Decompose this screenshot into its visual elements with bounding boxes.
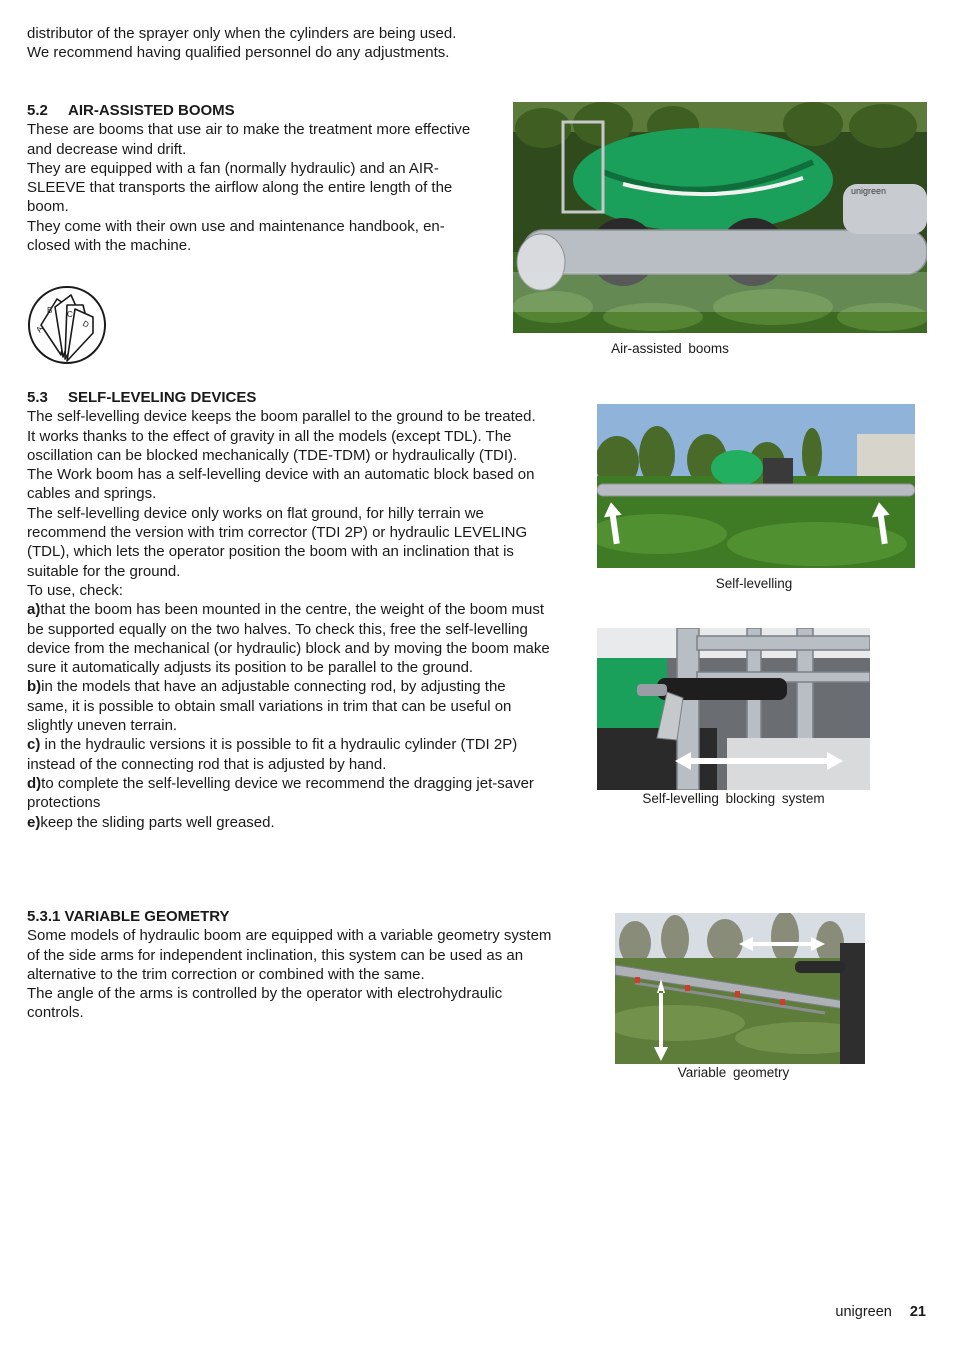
body-line: Some models of hydraulic boom are equipped with a variable geometry system [27, 927, 552, 945]
section-title: SELF-LEVELING DEVICES [68, 389, 257, 406]
body-line: These are booms that use air to make the treatment more effective [27, 121, 471, 139]
body-line: of the side arms for independent inclination, this system can be used as an [27, 946, 524, 964]
section-heading [27, 907, 587, 926]
self-levelling-photo [597, 404, 915, 568]
section-title: AIR-ASSISTED BOOMS [68, 102, 235, 119]
item-text: in the hydraulic versions it is possible to fit a hydraulic cylinder (TDI 2P) [40, 736, 518, 754]
page-footer [835, 1303, 926, 1322]
body-line: The self-levelling device only works on flat ground, for hilly terrain we [27, 504, 484, 522]
symbol-letter: C [67, 310, 73, 319]
body-line: boom. [27, 198, 69, 216]
body-line: SLEEVE that transports the airflow along the entire length of the [27, 179, 453, 197]
body-line: It works thanks to the effect of gravity in all the models (except TDL). The [27, 427, 512, 445]
body-line: cables and springs. [27, 485, 157, 503]
page-number: 21 [909, 1304, 926, 1320]
item-key: a) [27, 601, 41, 619]
symbol-letter: A [34, 324, 45, 335]
symbol-letter: D [81, 318, 91, 330]
section-heading [27, 388, 582, 407]
section-5-3-1 [27, 907, 587, 1023]
section-number: 5.3 [27, 389, 48, 406]
intro-line: We recommend having qualified personnel do any adjustments. [27, 44, 450, 62]
section-5-3 [27, 388, 582, 832]
footer-brand: unigreen [835, 1304, 892, 1320]
photo-brand: unigreen [851, 186, 887, 196]
variable-geometry-photo [615, 913, 865, 1064]
body-line: device from the mechanical (or hydraulic) block and by moving the boom make [27, 639, 550, 657]
section-number: 5.3.1 [27, 908, 61, 925]
body-line: The Work boom has a self-levelling device with an automatic block based on [27, 466, 535, 484]
check-item-c [27, 735, 582, 754]
item-text: keep the sliding parts well greased. [40, 813, 275, 831]
item-text: to complete the self-levelling device we recommend the dragging jet-saver [41, 774, 534, 792]
body-line: recommend the version with trim corrector (TDI 2P) or hydraulic LEVELING [27, 524, 528, 542]
body-line: The angle of the arms is controlled by the operator with electrohydraulic [27, 985, 503, 1003]
item-key: e) [27, 813, 41, 831]
check-item-e [27, 813, 582, 832]
handbook-symbol-icon [27, 285, 107, 365]
body-line: slightly uneven terrain. [27, 717, 178, 735]
intro-text [27, 24, 456, 63]
section-5-2 [27, 101, 502, 255]
section-title: VARIABLE GEOMETRY [64, 908, 230, 925]
air-assisted-booms-photo [513, 102, 927, 333]
check-item-b [27, 677, 582, 696]
body-line: They are equipped with a fan (normally hydraulic) and an AIR- [27, 159, 439, 177]
body-line: instead of the connecting rod that is adjusted by hand. [27, 755, 387, 773]
section-number: 5.2 [27, 102, 48, 119]
body-line: oscillation can be blocked mechanically (TDE-TDM) or hydraulically (TDI). [27, 446, 518, 464]
air-assisted-booms-caption: Air-assisted booms [611, 341, 729, 356]
symbol-letter: B [47, 306, 53, 315]
body-line: The self-levelling device keeps the boom parallel to the ground to be treated. [27, 408, 536, 426]
body-line: controls. [27, 1004, 84, 1022]
intro-line: distributor of the sprayer only when the cylinders are being used. [27, 25, 457, 42]
body-line: protections [27, 794, 101, 812]
body-line: and decrease wind drift. [27, 140, 187, 158]
body-line: They come with their own use and maintenance handbook, en- [27, 217, 445, 235]
self-levelling-blocking-caption: Self-levelling blocking system [642, 791, 825, 806]
body-line: sure it automatically adjusts its position to be parallel to the ground. [27, 659, 474, 677]
variable-geometry-caption: Variable geometry [677, 1065, 790, 1080]
item-text: that the boom has been mounted in the centre, the weight of the boom must [40, 601, 544, 619]
body-line: be supported equally on the two halves. To check this, free the self-levelling [27, 620, 528, 638]
item-key: b) [27, 678, 42, 696]
body-line: closed with the machine. [27, 237, 192, 255]
check-item-a [27, 600, 582, 619]
body-line: same, it is possible to obtain small variations in trim that can be useful on [27, 697, 512, 715]
self-levelling-blocking-photo [597, 628, 870, 790]
body-line: suitable for the ground. [27, 562, 181, 580]
body-line: To use, check: [27, 581, 123, 599]
body-line: alternative to the trim correction or combined with the same. [27, 965, 425, 983]
item-key: c) [27, 736, 41, 754]
check-item-d [27, 774, 582, 793]
item-text: in the models that have an adjustable connecting rod, by adjusting the [41, 678, 506, 696]
self-levelling-caption: Self-levelling [715, 576, 793, 591]
section-heading [27, 101, 502, 120]
item-key: d) [27, 774, 42, 792]
body-line: (TDL), which lets the operator position the boom with an inclination that is [27, 543, 514, 561]
